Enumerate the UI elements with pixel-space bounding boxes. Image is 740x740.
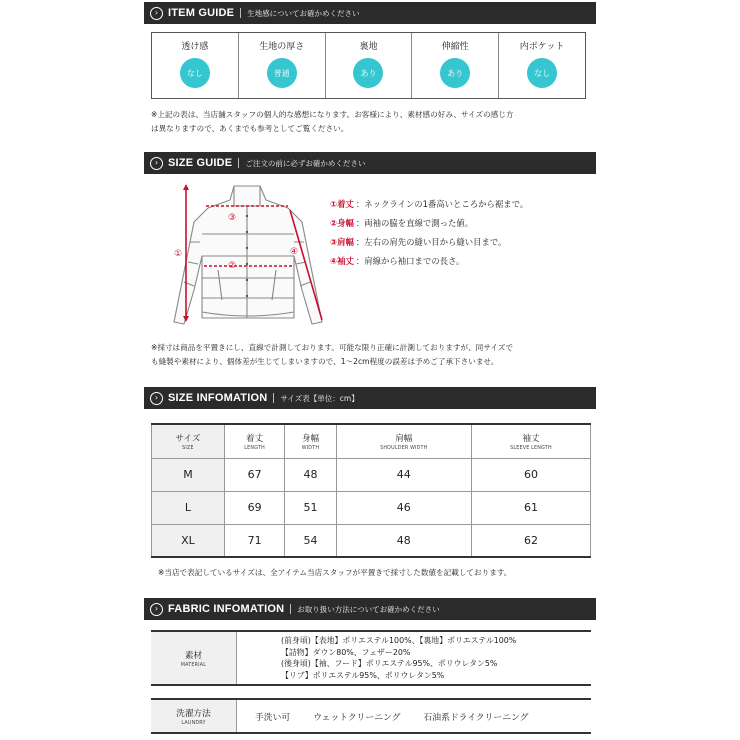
value-cell: 48 [285,458,336,491]
value-cell: 48 [336,524,471,557]
jacket-diagram [162,182,332,332]
measurement-desc: ：ネックラインの1番高いところから裾まで。 [355,198,529,209]
size-guide-header [144,152,596,174]
size-info-title: SIZE INFOMATION [168,392,268,404]
value-cell: 60 [471,458,590,491]
laundry-item: 石油系ドライクリーニング [423,712,529,723]
guide-item-label: 生地の厚さ [259,42,305,52]
chevron-right-icon: › [150,7,163,20]
guide-item-value: あり [440,58,470,88]
size-cell: M [152,458,225,491]
chevron-right-icon: › [150,603,163,616]
header-divider [273,393,274,403]
header-shoulder-width: 肩幅 SHOULDER WIDTH [336,424,471,458]
note-line: ※採寸は商品を平置きにし、直線で計測しております。可能な限り正確に計測しておりますが、同サイズで [151,343,514,352]
item-guide-note [151,108,596,136]
guide-item-lining [326,33,413,98]
header-divider [290,604,291,614]
value-cell: 69 [224,491,284,524]
measurement-item [330,194,596,213]
value-cell: 71 [224,524,284,557]
laundry-label: 洗濯方法 LAUNDRY [151,700,237,732]
table-row [152,491,591,524]
measurement-mark: ①着丈 [330,198,354,209]
header-length: 着丈 LENGTH [224,424,284,458]
measurement-mark: ②身幅 [330,217,354,228]
material-line: (後身頃)【袖、フード】ポリエステル95%、ポリウレタン5% [281,659,498,668]
guide-item-label: 伸縮性 [441,42,469,52]
header-divider [238,158,239,168]
guide-item-stretch [412,33,499,98]
measurement-mark: ④袖丈 [330,255,354,266]
diagram-label-2: ② [227,261,237,271]
note-line: は異なりますので、あくまでも参考としてご覧ください。 [151,124,349,133]
measurement-item [330,251,596,270]
note-line: も縫製や素材により、個体差が生じてしまいますので、1〜2cm程度の誤差は予めご了承下さいませ。 [151,357,499,366]
laundry-item: 手洗い可 [255,712,291,723]
item-guide-header [144,2,596,24]
measurement-item [330,232,596,251]
size-guide-subtitle: ご注文の前に必ずお確かめください [245,158,366,168]
diagram-label-3: ③ [227,213,237,223]
size-cell: XL [152,524,225,557]
measurement-desc: ：左右の肩先の縫い目から縫い目まで。 [355,236,507,247]
value-cell: 51 [285,491,336,524]
measurement-list [330,194,596,270]
size-info-subtitle: サイズ表【単位：cm】 [280,393,359,403]
fabric-info-subtitle: お取り扱い方法についてお確かめください [297,604,440,614]
size-table [151,423,591,558]
value-cell: 46 [336,491,471,524]
header-size: サイズ SIZE [152,424,225,458]
size-guide-note [151,341,596,369]
size-guide-title: SIZE GUIDE [168,157,233,169]
value-cell: 67 [224,458,284,491]
item-guide-title: ITEM GUIDE [168,7,235,19]
size-info-note: ※当店で表記しているサイズは、全アイテム当店スタッフが平置きで採寸した数値を記載しております。 [158,568,512,577]
table-row [152,524,591,557]
guide-item-transparency [152,33,239,98]
material-content [237,632,591,684]
material-label: 素材 MATERIAL [151,632,237,684]
material-line: 【リブ】ポリエステル95%、ポリウレタン5% [281,670,445,680]
header-sleeve-length: 袖丈 SLEEVE LENGTH [471,424,590,458]
guide-item-label: 裏地 [359,42,378,52]
item-guide-table [151,32,586,99]
measurement-desc: ：両袖の脇を直線で測った値。 [355,217,474,228]
measurement-item [330,213,596,232]
value-cell: 62 [471,524,590,557]
material-line: 【詰物】ダウン80%、フェザー20% [281,647,411,657]
value-cell: 44 [336,458,471,491]
header-divider [240,8,241,18]
measurement-desc: ：肩線から袖口までの長さ。 [355,255,465,266]
laundry-item: ウェットクリーニング [313,712,401,723]
fabric-info-header [144,598,596,620]
item-guide-subtitle: 生地感についてお確かめください [247,8,360,18]
guide-item-value: 普通 [267,58,297,88]
measurement-mark: ③肩幅 [330,236,354,247]
value-cell: 54 [285,524,336,557]
size-table-header-row [152,424,591,458]
laundry-row [151,698,591,734]
guide-item-inner-pocket [499,33,585,98]
material-row [151,630,591,686]
guide-item-value: なし [527,58,557,88]
fabric-info-title: FABRIC INFOMATION [168,603,285,615]
guide-item-thickness [239,33,326,98]
table-row [152,458,591,491]
diagram-label-4: ④ [289,247,299,257]
size-cell: L [152,491,225,524]
chevron-right-icon: › [150,392,163,405]
value-cell: 61 [471,491,590,524]
diagram-label-1: ① [173,249,183,259]
guide-item-label: 内ポケット [519,42,565,52]
laundry-content [237,700,591,732]
guide-item-value: あり [353,58,383,88]
material-line: (前身頃)【表地】ポリエステル100%、【裏地】ポリエステル100% [281,636,517,645]
guide-item-label: 透け感 [181,42,209,52]
note-line: ※上記の表は、当店舗スタッフの個人的な感想になります。お客様により、素材感の好み、サイズの感じ方 [151,110,514,119]
chevron-right-icon: › [150,157,163,170]
guide-item-value: なし [180,58,210,88]
header-width: 身幅 WIDTH [285,424,336,458]
size-info-header [144,387,596,409]
